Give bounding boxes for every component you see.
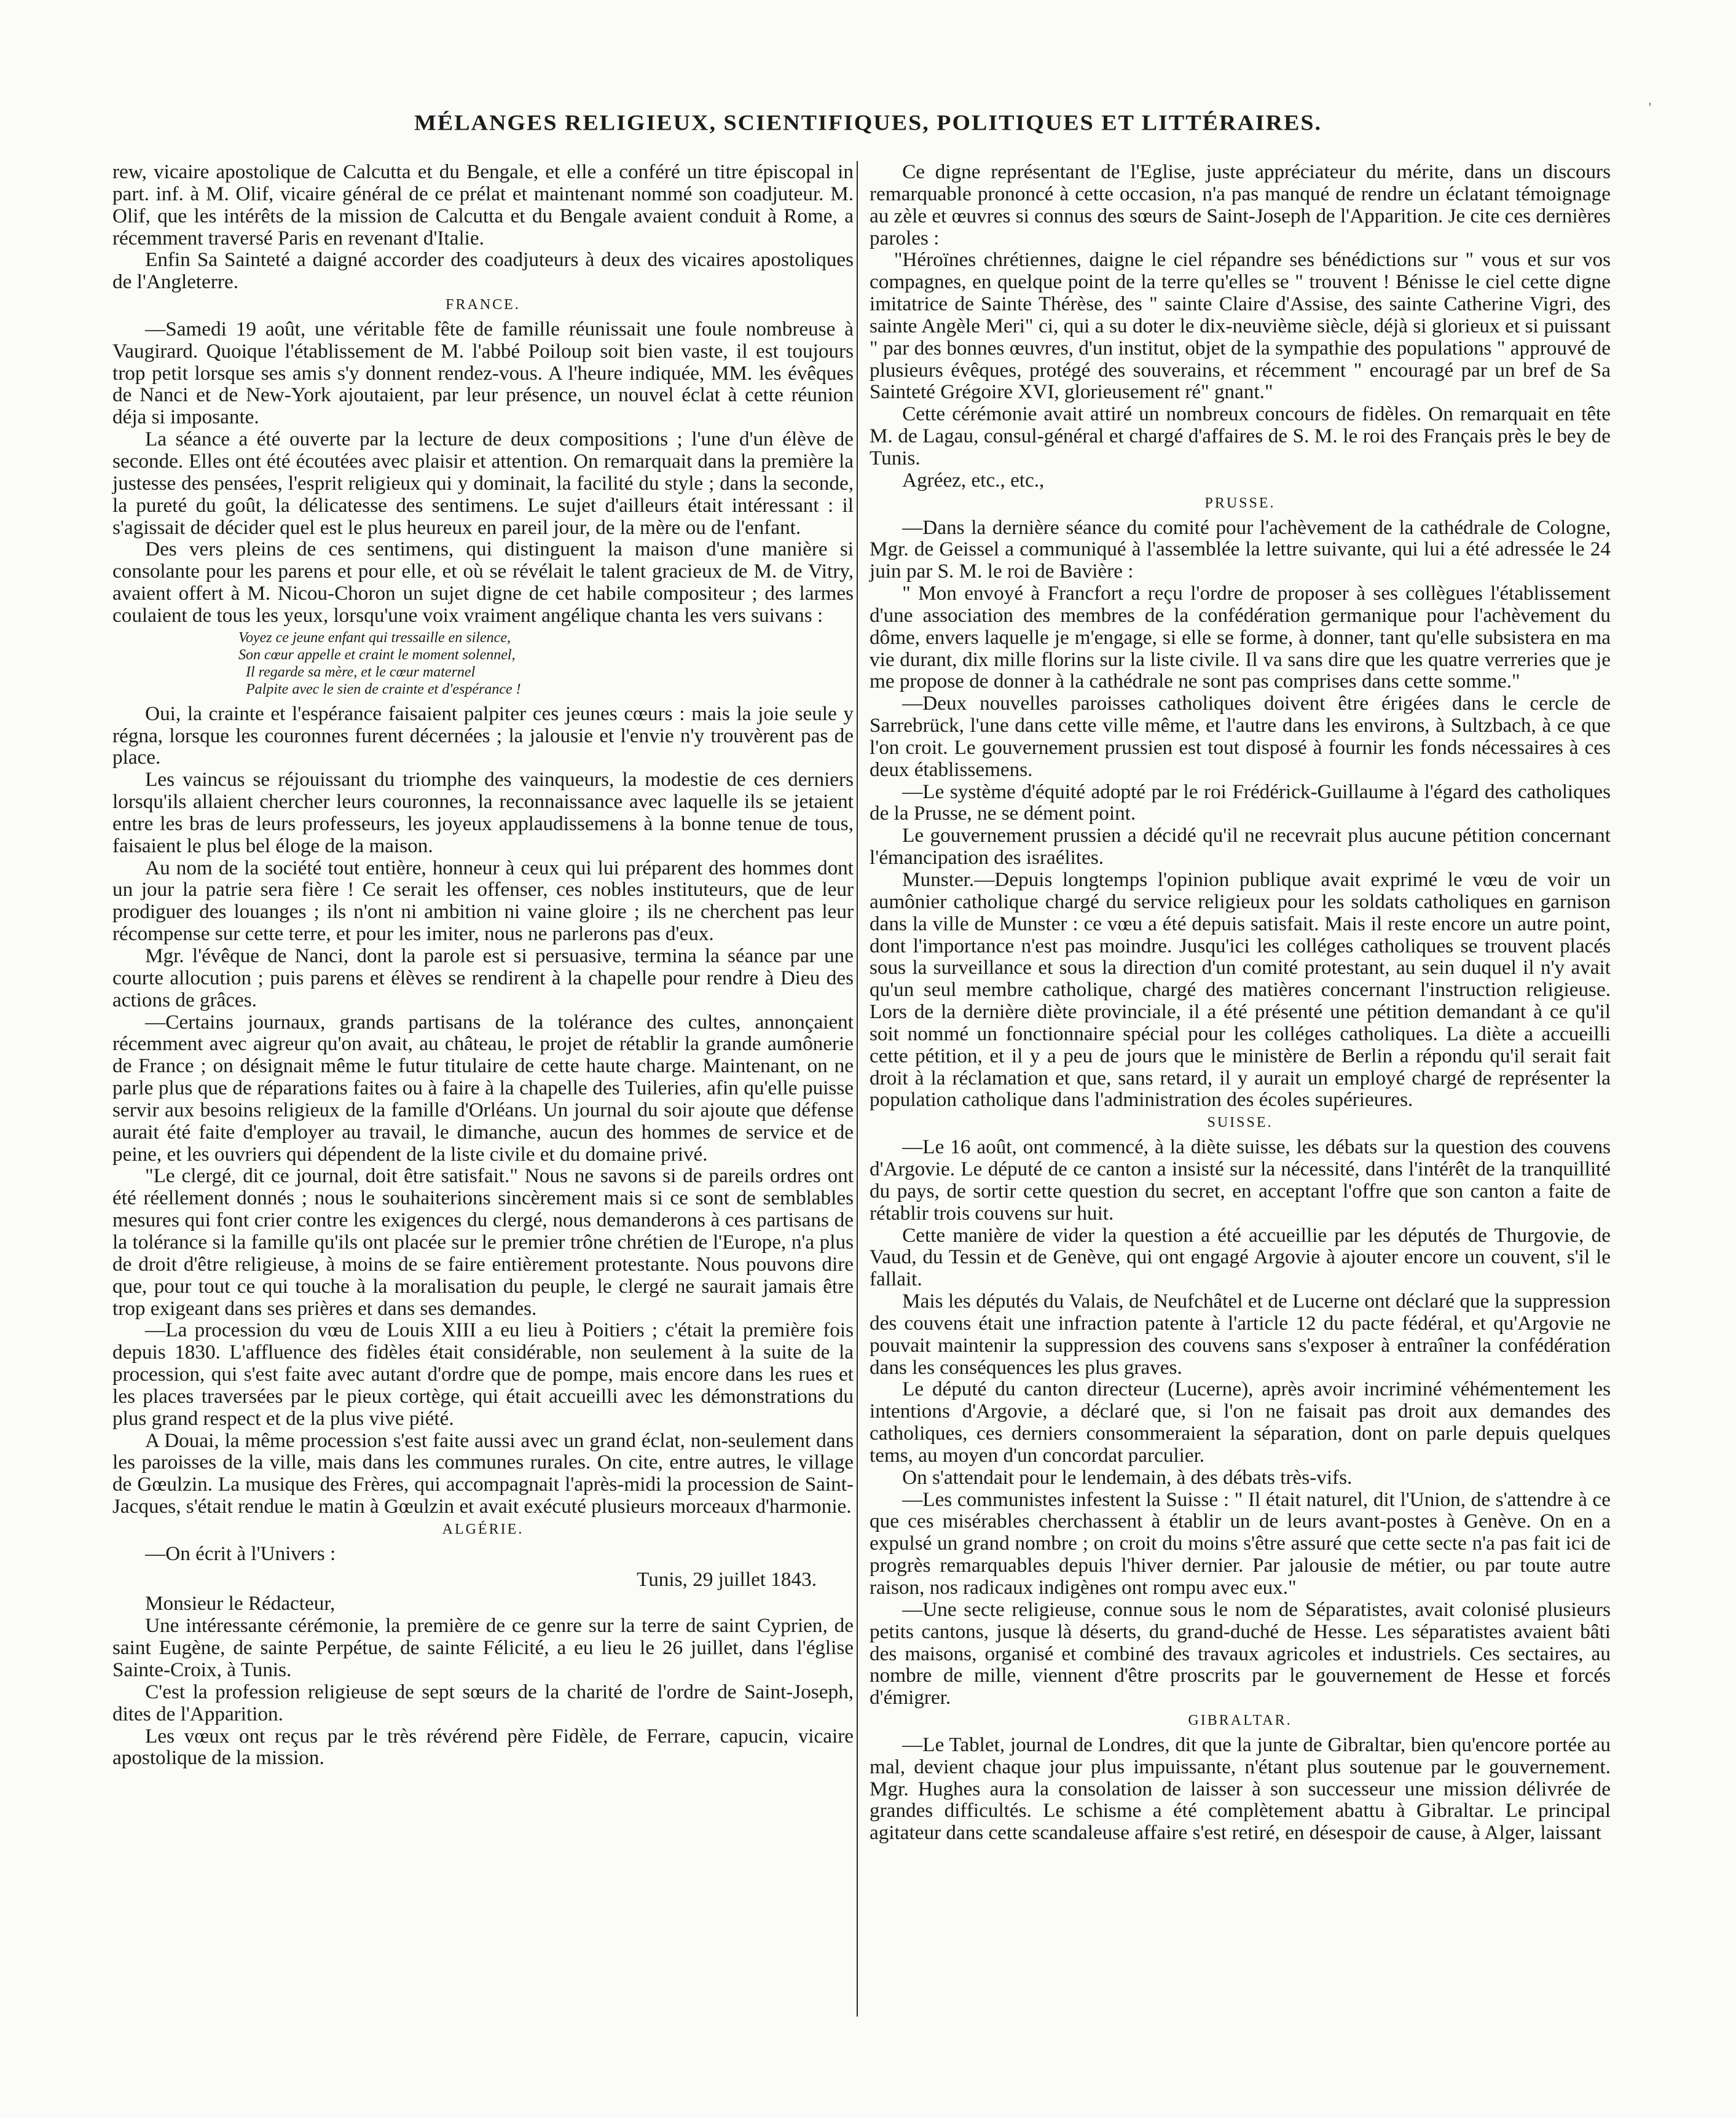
left-column: [112, 161, 854, 1769]
paragraph: —Le 16 août, ont commencé, à la diète suisse, les débats sur la question des couvens d'Argovie. Le député de ce canton a insisté sur la nécessité, dans l'intérêt de la tranquillité du pays, de sortir cette question du secret, en acceptant l'offre que son canton a faite de rétablir trois couvens sur huit.: [870, 1135, 1611, 1225]
paragraph: " Mon envoyé à Francfort a reçu l'ordre de proposer à ses collègues l'établissement d'une association des membres de la confédération germanique pour l'achèvement du dôme, envers laquelle je m'engage, si elle se forme, à donner, tant qu'elle subsistera en ma vie durant, dix mille florins sur la liste civile. Il va sans dire que les quatre verreries que je me propose de donner à la cathédrale ne sont pas comprises dans cette somme.": [870, 582, 1611, 693]
page-mark: ': [1649, 100, 1651, 115]
paragraph: Agréez, etc., etc.,: [902, 468, 1045, 492]
paragraph: Au nom de la société tout entière, honneur à ceux qui lui préparent des hommes dont un jour la patrie sera fière ! Ce serait les offenser, ces nobles instituteurs, que de leur prodiguer des louanges ; ils n'ont ni ambition ni vaine gloire ; ils ne cherchent pas leur récompense sur cette terre, et pour les imiter, nous ne parlerons pas d'eux.: [112, 856, 854, 946]
paragraph: —Les communistes infestent la Suisse : " Il était naturel, dit l'Union, de s'attendre à ce que ces misérables cherchassent à établir un de leurs avant-postes à Genève. On en a expulsé un grand nombre ; on croit du moins s'être assuré que cette secte n'a pas fait ici de progrès remarquables depuis l'hiver dernier. Par jalousie de métier, ou par toute autre raison, nos radicaux indigènes ont rompu avec eux.": [870, 1488, 1611, 1599]
section-heading-prusse: PRUSSE.: [1204, 495, 1276, 511]
verse-line: Il regarde sa mère, et le cœur maternel: [246, 664, 476, 680]
paragraph: "Le clergé, dit ce journal, doit être satisfait." Nous ne savons si de pareils ordres ont été réellement donnés ; nous le souhaiterions sincèrement mais si ce sont de semblables mesures qui font crier contre les exigences du clergé, nous demanderons à ces partisans de la tolérance si la famille qu'ils ont placée sur le premier trône chrétien de l'Europe, n'a plus de droit d'être religieuse, à moins de se faire entièrement protestante. Nous pouvons dire que, pour tout ce qui touche à la moralisation du peuple, le clergé ne saurait jamais être trop exigeant dans ses prières et dans ses demandes.: [112, 1164, 854, 1320]
paragraph: Oui, la crainte et l'espérance faisaient palpiter ces jeunes cœurs : mais la joie seule y régna, lorsque les couronnes furent décernées ; la jalousie et l'envie n'y trouvèrent pas de place.: [112, 702, 854, 769]
paragraph: Cette manière de vider la question a été accueillie par les députés de Thurgovie, de Vaud, du Tessin et de Genève, qui ont engagé Argovie à ajouter encore un couvent, s'il le fallait.: [870, 1223, 1611, 1291]
quotation: "Héroïnes chrétiennes, daigne le ciel répandre ses bénédictions sur " vous et sur vos compagnes, en quelque point de la terre qu'elles se " trouvent ! Bénisse le ciel cette digne imitatrice de Sainte Thérèse, des " sainte Claire d'Assise, des sainte Catherine Vigri, des sainte Angèle Meri" ci, qui a su doter le dix-neuvième siècle, déjà si glorieux et si puissant " par des bonnes œuvres, d'un institut, objet de la sympathie des populations " approuvé de plusieurs évêques, protégé des souverains, et récemment " encouragé par un bref de Sa Sainteté Grégoire XVI, glorieusement ré" gnant.": [870, 248, 1611, 404]
paragraph: —On écrit à l'Univers :: [145, 1542, 336, 1565]
paragraph: C'est la profession religieuse de sept sœurs de la charité de l'ordre de Saint-Joseph, dites de l'Apparition.: [112, 1680, 854, 1725]
section-heading-france: FRANCE.: [446, 297, 520, 313]
paragraph: rew, vicaire apostolique de Calcutta et du Bengale, et elle a conféré un titre épiscopal in part. inf. à M. Olif, vicaire général de ce prélat et maintenant nommé son coadjuteur. M. Olif, que les intérêts de la mission de Calcutta et du Bengale avaient conduit à Rome, a récemment traversé Paris en revenant d'Italie.: [112, 160, 854, 249]
paragraph: On s'attendait pour le lendemain, à des débats très-vifs.: [902, 1465, 1353, 1489]
section-heading-suisse: SUISSE.: [1207, 1115, 1273, 1131]
paragraph: Enfin Sa Sainteté a daigné accorder des coadjuteurs à deux des vicaires apostoliques de l'Angleterre.: [112, 248, 854, 294]
paragraph: —Dans la dernière séance du comité pour l'achèvement de la cathédrale de Cologne, Mgr. de Geissel a communiqué à l'assemblée la lettre suivante, qui lui a été adressée le 24 juin par S. M. le roi de Bavière :: [870, 516, 1611, 583]
verse-line: Son cœur appelle et craint le moment solennel,: [238, 646, 516, 663]
paragraph: Cette cérémonie avait attiré un nombreux concours de fidèles. On remarquait en tête M. de Lagau, consul-général et chargé d'affaires de S. M. le roi des Français près le bey de Tunis.: [870, 402, 1611, 469]
paragraph: Munster.—Depuis longtemps l'opinion publique avait exprimé le vœu de voir un aumônier catholique chargé du service religieux pour les soldats catholiques en garnison dans la ville de Munster : ce vœu a été depuis satisfait. Mais il reste encore un autre point, dont l'importance n'est pas moindre. Jusqu'ici les colléges catholiques se trouvent placés sous la surveillance et sous la direction d'un comité protestant, au sein duquel il n'y avait qu'un seul membre catholique, chargé des matières concernant l'instruction religieuse. Lors de la dernière diète provinciale, il a été présenté une pétition demandant à ce qu'il soit nommé un fonctionnaire spécial pour les colléges catholiques. La diète a accueilli cette pétition, et il y a peu de jours que le ministère de Berlin a répondu qu'il serait fait droit à la réclamation et que, sans retard, il y aurait un employé chargé de représenter la population catholique dans l'administration des écoles supérieures.: [870, 868, 1611, 1112]
paragraph: Une intéressante cérémonie, la première de ce genre sur la terre de saint Cyprien, de saint Eugène, de sainte Perpétue, de sainte Félicité, a eu lieu le 26 juillet, dans l'église Sainte-Croix, à Tunis.: [112, 1614, 854, 1681]
paragraph: A Douai, la même procession s'est faite aussi avec un grand éclat, non-seulement dans les paroisses de la ville, mais dans les communes rurales. On cite, entre autres, le village de Gœulzin. La musique des Frères, qui accompagnait l'après-midi la procession de Saint-Jacques, s'était rendue le matin à Gœulzin et avait exécuté plusieurs morceaux d'harmonie.: [112, 1429, 854, 1518]
paragraph: —Le Tablet, journal de Londres, dit que la junte de Gibraltar, bien qu'encore portée au mal, devient chaque jour plus impuissante, n'étant plus soutenue par le gouvernement. Mgr. Hughes aura la consolation de laisser à son successeur une mission délivrée de grandes difficultés. Le schisme a été complètement abattu à Gibraltar. Le principal agitateur dans cette scandaleuse affaire s'est retiré, en désespoir de cause, à Alger, laissant: [870, 1733, 1611, 1845]
right-column: [870, 161, 1611, 1844]
paragraph: Le député du canton directeur (Lucerne), après avoir incriminé véhémentement les intentions d'Argovie, a déclaré que, si l'on ne faisait pas droit aux demandes des catholiques, ces derniers consommeraient la séparation, dont on parle depuis quelques tems, au moyen d'un concordat parculier.: [870, 1378, 1611, 1467]
column-divider: [857, 161, 858, 2017]
verse-block: [112, 629, 854, 698]
section-heading-algerie: ALGÉRIE.: [442, 1521, 524, 1537]
verse-line: Voyez ce jeune enfant qui tressaille en silence,: [238, 629, 511, 646]
paragraph: Mais les députés du Valais, de Neufchâtel et de Lucerne ont déclaré que la suppression des couvens était une infraction patente à l'article 12 du pacte fédéral, et qu'Argovie ne pouvait maintenir la suppression des couvens sans s'exposer à entraîner la confédération dans les conséquences les plus graves.: [870, 1290, 1611, 1379]
paragraph: Le gouvernement prussien a décidé qu'il ne recevrait plus aucune pétition concernant l'émancipation des israélites.: [870, 824, 1611, 869]
paragraph: —Deux nouvelles paroisses catholiques doivent être érigées dans le cercle de Sarrebrück, l'une dans cette ville même, et l'autre dans les environs, à Sultzbach, à ce que l'on croit. Le gouvernement prussien est tout disposé à fournir les fonds nécessaires à ces deux établissemens.: [870, 692, 1611, 781]
quotation-block: [870, 249, 1611, 403]
salutation: Monsieur le Rédacteur,: [145, 1592, 336, 1615]
verse-line: Palpite avec le sien de crainte et d'espérance !: [246, 681, 521, 697]
paragraph: —La procession du vœu de Louis XIII a eu lieu à Poitiers ; c'était la première fois depuis 1830. L'affluence des fidèles était considérable, non seulement à la suite de la procession, qui s'est faite avec autant d'ordre que de pompe, mais encore dans les rues et les places traversées par le pieux cortège, qui était accueilli avec les démonstrations du plus grand respect et de la plus vive piété.: [112, 1319, 854, 1430]
section-heading-gibraltar: GIBRALTAR.: [1188, 1712, 1292, 1729]
paragraph: —Certains journaux, grands partisans de la tolérance des cultes, annonçaient récemment avec aigreur qu'on avait, au château, le projet de rétablir la grande aumônerie de France ; on désignait même le futur titulaire de cette haute charge. Maintenant, on ne parle plus que de réparations faites ou à faire à la chapelle des Tuileries, afin qu'elle puisse servir aux besoins religieux de la famille d'Orléans. Un journal du soir ajoute que défense aurait été faite d'employer au travail, le dimanche, aucun des hommes de service et de peine, et les ouvriers qui dépendent de la liste civile et du domaine privé.: [112, 1010, 854, 1166]
paragraph: —Samedi 19 août, une véritable fête de famille réunissait une foule nombreuse à Vaugirard. Quoique l'établissement de M. l'abbé Poiloup soit bien vaste, il est toujours trop petit lorsque ses amis s'y donnent rendez-vous. A l'heure indiquée, MM. les évêques de Nanci et de New-York ajoutaient, par leur présence, un nouvel éclat à cette réunion déja si imposante.: [112, 317, 854, 429]
paragraph: —Une secte religieuse, connue sous le nom de Séparatistes, avait colonisé plusieurs petits cantons, jusque là déserts, du grand-duché de Hesse. Les séparatistes avaient bâti des maisons, organisé et combiné des travaux agricoles et industriels. Ces sectaires, au nombre de mille, viennent d'être proscrits par le gouvernement de Hesse et forcés d'émigrer.: [870, 1598, 1611, 1709]
paragraph: Des vers pleins de ces sentimens, qui distinguent la maison d'une manière si consolante pour les parens et pour elle, et où se révélait le talent gracieux de M. de Vitry, avaient offert à M. Nicou-Choron un sujet digne de cet habile compositeur ; des larmes coulaient de tous les yeux, lorsqu'une voix vraiment angélique chanta les vers suivans :: [112, 538, 854, 627]
paragraph: Mgr. l'évêque de Nanci, dont la parole est si persuasive, termina la séance par une courte allocution ; puis parens et élèves se rendirent à la chapelle pour rendre à Dieu des actions de grâces.: [112, 944, 854, 1011]
page-title: MÉLANGES RELIGIEUX, SCIENTIFIQUES, POLITIQUES ET LITTÉRAIRES.: [414, 111, 1322, 135]
paragraph: Les vaincus se réjouissant du triomphe des vainqueurs, la modestie de ces derniers lorsqu'ils allaient chercher leurs couronnes, la reconnaissance avec laquelle ils se jetaient entre les bras de leurs professeurs, les joyeux applaudissemens à la bonne tenue de tous, faisaient le plus bel éloge de la maison.: [112, 768, 854, 857]
paragraph: Les vœux ont reçus par le très révérend père Fidèle, de Ferrare, capucin, vicaire apostolique de la mission.: [112, 1724, 854, 1770]
paragraph: La séance a été ouverte par la lecture de deux compositions ; l'une d'un élève de seconde. Elles ont été écoutées avec plaisir et attention. On remarquait dans la première la justesse des pensées, l'esprit religieux qui y dominait, la facilité du style ; dans la seconde, la pureté du goût, la délicatesse des sentimens. Le sujet d'ailleurs était intéressant : il s'agissait de décider quel est le plus heureux en pareil jour, de la mère ou de l'enfant.: [112, 428, 854, 539]
paragraph: —Le système d'équité adopté par le roi Frédérick-Guillaume à l'égard des catholiques de la Prusse, ne se dément point.: [870, 780, 1611, 825]
dateline: Tunis, 29 juillet 1843.: [637, 1567, 817, 1591]
paragraph: Ce digne représentant de l'Eglise, juste appréciateur du mérite, dans un discours remarquable prononcé à cette occasion, n'a pas manqué de rendre un éclatant témoignage au zèle et œuvres si connus des sœurs de Saint-Joseph de l'Apparition. Je cite ces dernières paroles :: [870, 160, 1611, 249]
